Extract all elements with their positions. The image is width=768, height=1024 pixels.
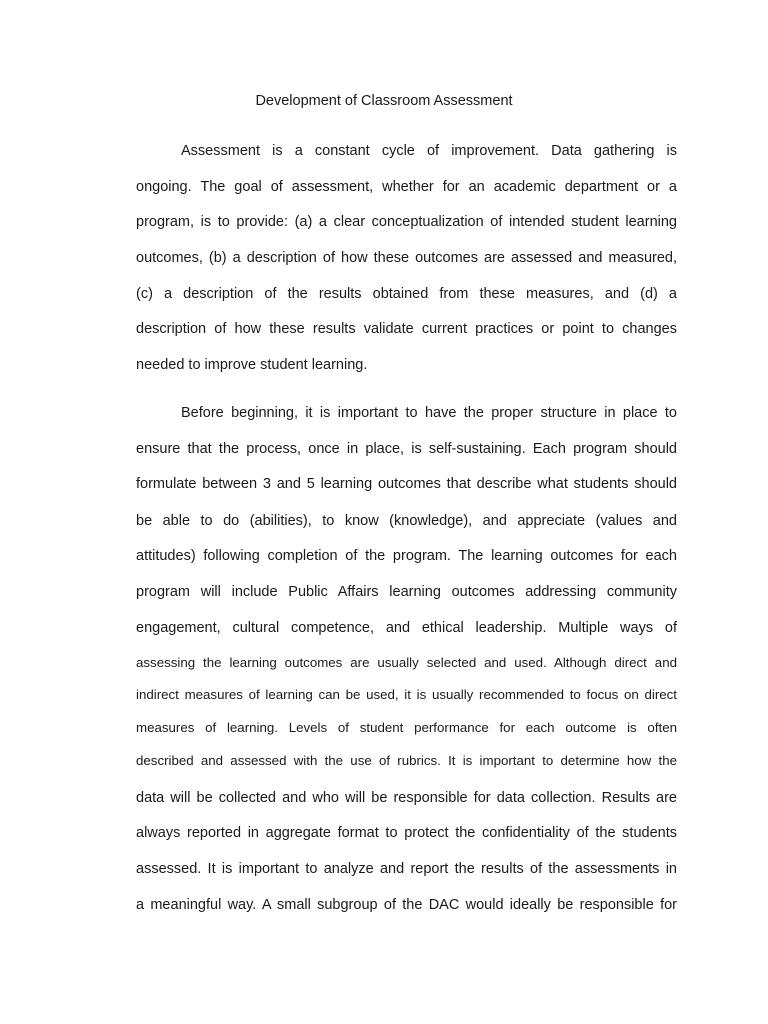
paragraph-1-line: description of how these results validate current practices or point to changes xyxy=(136,321,677,337)
paragraph-2-line: ensure that the process, once in place, is self-sustaining. Each program should xyxy=(136,441,677,457)
paragraph-1-line: program, is to provide: (a) a clear conceptualization of intended student learning xyxy=(136,214,677,230)
paragraph-2-line: Before beginning, it is important to have the proper structure in place to xyxy=(181,405,677,421)
document-title: Development of Classroom Assessment xyxy=(255,93,513,109)
paragraph-1-line: (c) a description of the results obtained from these measures, and (d) a xyxy=(136,286,677,302)
paragraph-2-line: program will include Public Affairs learning outcomes addressing community xyxy=(136,584,677,600)
paragraph-2-line: indirect measures of learning can be used, it is usually recommended to focus on direct xyxy=(136,687,677,702)
paragraph-2-line: assessing the learning outcomes are usually selected and used. Although direct and xyxy=(136,655,677,670)
paragraph-2-line: described and assessed with the use of rubrics. It is important to determine how the xyxy=(136,753,677,768)
paragraph-2-line: always reported in aggregate format to protect the confidentiality of the students xyxy=(136,825,677,841)
paragraph-2-line: data will be collected and who will be responsible for data collection. Results are xyxy=(136,790,677,806)
paragraph-2-line: be able to do (abilities), to know (knowledge), and appreciate (values and xyxy=(136,513,677,529)
paragraph-2-line: engagement, cultural competence, and ethical leadership. Multiple ways of xyxy=(136,620,677,636)
paragraph-2-line: formulate between 3 and 5 learning outcomes that describe what students should xyxy=(136,476,677,492)
paragraph-1-line: outcomes, (b) a description of how these outcomes are assessed and measured, xyxy=(136,250,677,266)
paragraph-1-line: needed to improve student learning. xyxy=(136,357,368,373)
paragraph-2-line: measures of learning. Levels of student performance for each outcome is often xyxy=(136,720,677,735)
paragraph-1-line: Assessment is a constant cycle of improvement. Data gathering is xyxy=(181,143,677,159)
paragraph-2-line: attitudes) following completion of the program. The learning outcomes for each xyxy=(136,548,677,564)
paragraph-1-line: ongoing. The goal of assessment, whether for an academic department or a xyxy=(136,179,677,195)
paragraph-2-line: a meaningful way. A small subgroup of the DAC would ideally be responsible for xyxy=(136,897,677,913)
paragraph-2-line: assessed. It is important to analyze and report the results of the assessments in xyxy=(136,861,677,877)
